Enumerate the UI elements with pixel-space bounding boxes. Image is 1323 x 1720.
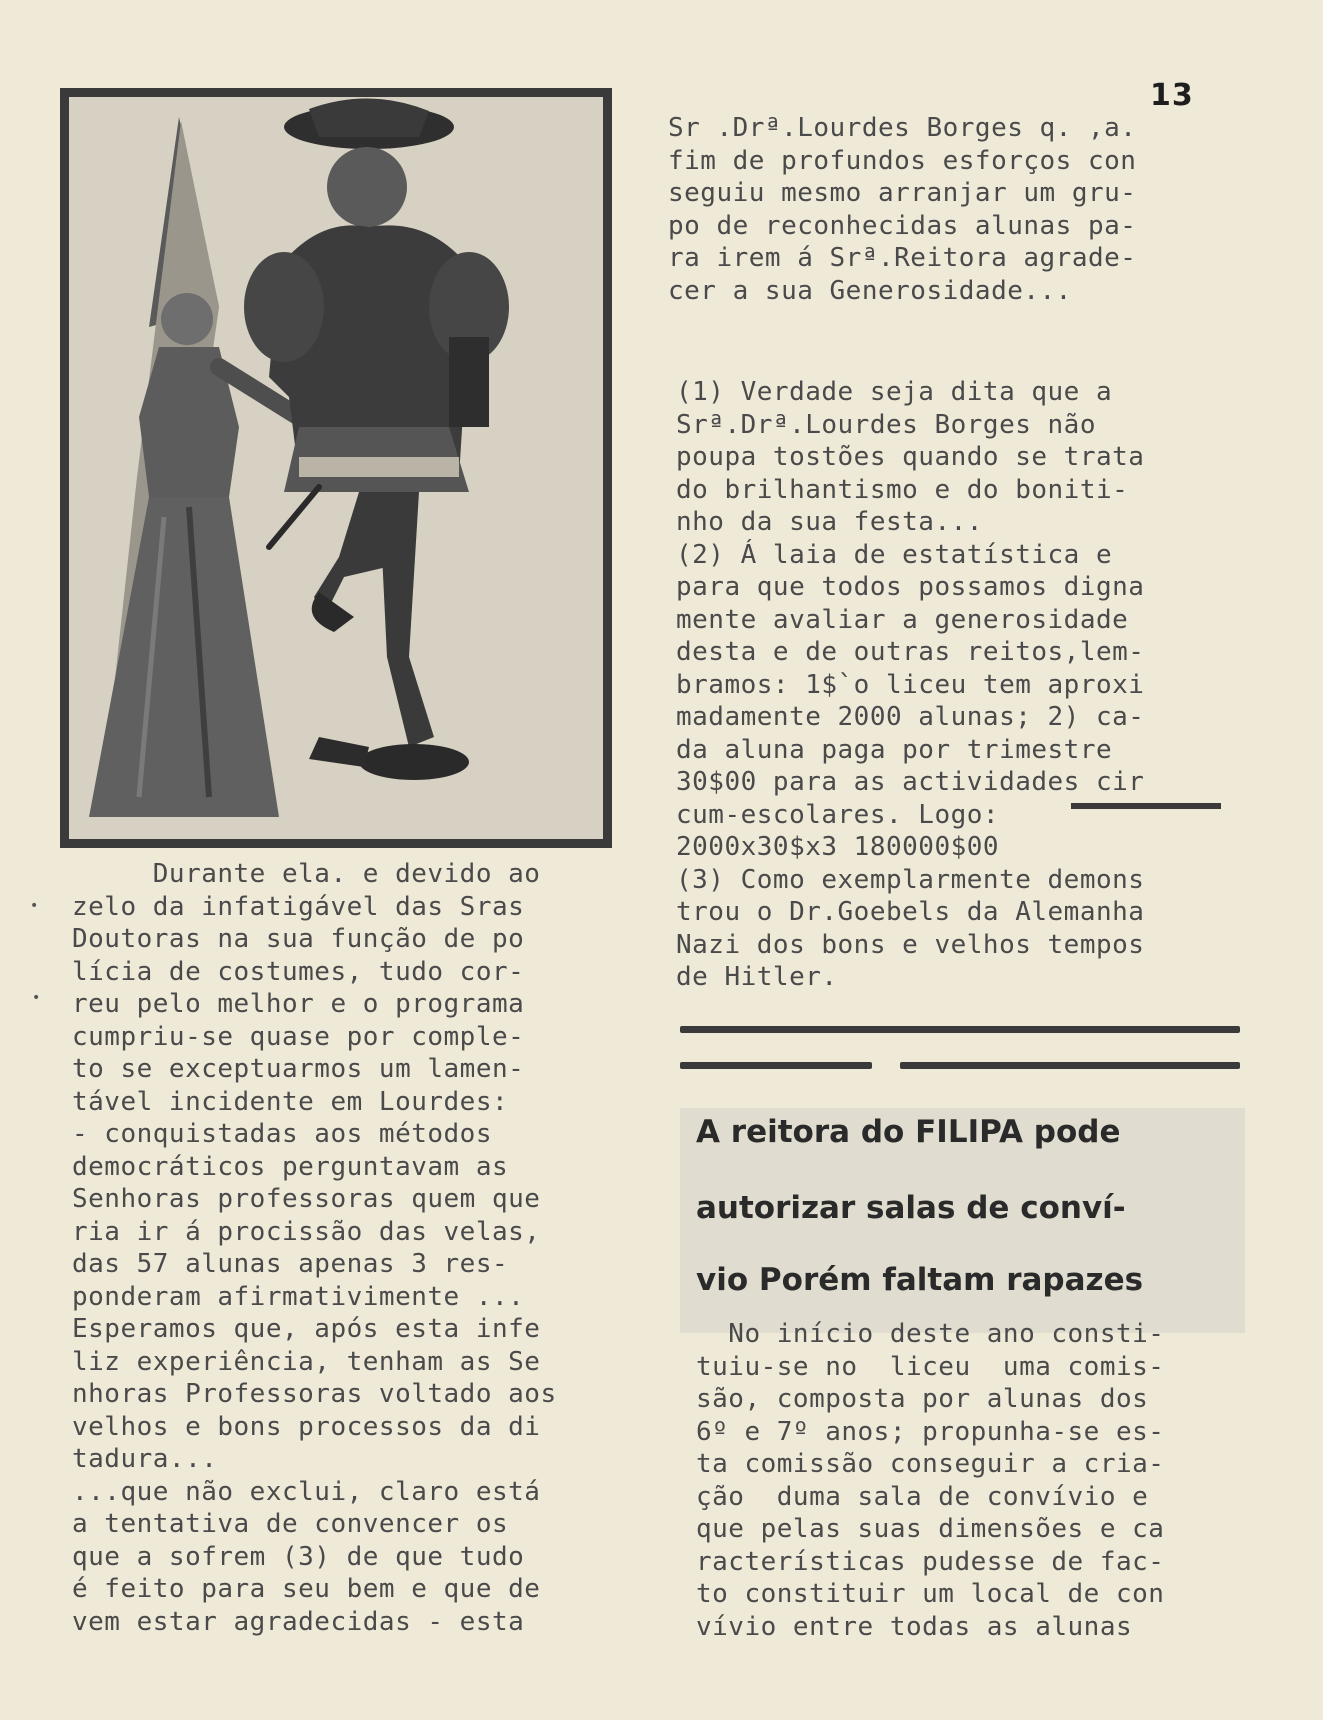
text-line: democráticos perguntavam as bbox=[72, 1151, 509, 1182]
text-line: tuiu-se no liceu uma comis- bbox=[696, 1351, 1165, 1382]
text-line: velhos e bons processos da di bbox=[72, 1411, 541, 1442]
text-line: tadura... bbox=[72, 1444, 218, 1474]
page-number: 13 bbox=[1150, 78, 1194, 113]
footnote-line: Nazi dos bons e velhos tempos bbox=[676, 929, 1145, 960]
text-line: Esperamos que, após esta infe bbox=[72, 1314, 541, 1344]
text-line: a tentativa de convencer os bbox=[72, 1509, 509, 1539]
footnote-line: de Hitler. bbox=[676, 962, 838, 992]
text-line: zelo da infatigável das Sras bbox=[72, 891, 525, 922]
footnote-line: poupa tostões quando se trata bbox=[676, 442, 1145, 472]
footnotes bbox=[676, 376, 1276, 994]
article-headline: vio Porém faltam rapazes bbox=[696, 1262, 1144, 1298]
text-line: seguiu mesmo arranjar um gru- bbox=[668, 178, 1137, 208]
text-line: - conquistadas aos métodos bbox=[72, 1119, 492, 1149]
text-line: ra irem á Srª.Reitora agrade- bbox=[668, 243, 1137, 273]
text-line: reu pelo melhor e o programa bbox=[72, 989, 525, 1019]
section-divider bbox=[900, 1062, 1240, 1069]
footnote-line: Srª.Drª.Lourdes Borges não bbox=[676, 409, 1096, 440]
text-line: das 57 alunas apenas 3 res- bbox=[72, 1249, 509, 1279]
text-line: ...que não exclui, claro está bbox=[72, 1476, 541, 1507]
margin-mark: • bbox=[30, 898, 39, 914]
text-line: to constituir um local de con bbox=[696, 1579, 1165, 1609]
text-line: nhoras Professoras voltado aos bbox=[72, 1379, 557, 1409]
text-line: ponderam afirmativimente ... bbox=[72, 1281, 525, 1312]
margin-mark: • bbox=[32, 990, 41, 1006]
text-line: vem estar agradecidas - esta bbox=[72, 1606, 525, 1637]
couple-drawing bbox=[69, 97, 603, 839]
text-line: to se exceptuarmos um lamen- bbox=[72, 1054, 525, 1084]
text-line: liz experiência, tenham as Se bbox=[72, 1346, 541, 1377]
text-line: ção duma sala de convívio e bbox=[696, 1481, 1149, 1512]
arrow-mark bbox=[1071, 803, 1221, 809]
text-line: tável incidente em Lourdes: bbox=[72, 1086, 509, 1117]
footnote-line: bramos: 1$`o liceu tem aproxi bbox=[676, 669, 1145, 700]
text-line: Doutoras na sua função de po bbox=[72, 924, 525, 954]
article-continuation bbox=[668, 112, 1268, 307]
text-line: ta comissão conseguir a cria- bbox=[696, 1449, 1165, 1479]
section-divider bbox=[680, 1062, 872, 1069]
text-line: Durante ela. e devido ao bbox=[72, 859, 541, 889]
footnote-line bbox=[676, 799, 1276, 832]
footnote-line: mente avaliar a generosidade bbox=[676, 604, 1129, 635]
footnote-line: madamente 2000 alunas; 2) ca- bbox=[676, 702, 1145, 732]
footnote-line: (1) Verdade seja dita que a bbox=[676, 377, 1113, 407]
text-line: cumpriu-se quase por comple- bbox=[72, 1021, 525, 1052]
text-line: po de reconhecidas alunas pa- bbox=[668, 210, 1137, 241]
footnote-line: (2) Á laia de estatística e bbox=[676, 539, 1113, 570]
text-line: que a sofrem (3) de que tudo bbox=[72, 1541, 525, 1572]
footnote-line: da aluna paga por trimestre bbox=[676, 734, 1113, 765]
text-line: fim de profundos esforços con bbox=[668, 145, 1137, 176]
footnote-line: 30$00 para as actividades cir bbox=[676, 767, 1145, 797]
text-line: é feito para seu bem e que de bbox=[72, 1574, 541, 1604]
text-line: cer a sua Generosidade... bbox=[668, 275, 1072, 306]
text-line: 6º e 7º anos; propunha-se es- bbox=[696, 1416, 1165, 1447]
footnote-line: nho da sua festa... bbox=[676, 507, 983, 537]
text-line: lícia de costumes, tudo cor- bbox=[72, 956, 525, 987]
article-headline: autorizar salas de conví- bbox=[696, 1190, 1126, 1226]
footnote-line: 2000x30$x3 180000$00 bbox=[676, 832, 1000, 862]
article-headline: A reitora do FILIPA pode bbox=[696, 1114, 1121, 1150]
text-line: são, composta por alunas dos bbox=[696, 1384, 1149, 1414]
text-line: vívio entre todas as alunas bbox=[696, 1611, 1133, 1642]
footnote-line: para que todos possamos digna bbox=[676, 572, 1145, 602]
article-body bbox=[696, 1318, 1276, 1643]
medieval-couple-illustration bbox=[60, 88, 612, 848]
footnote-line: trou o Dr.Goebels da Alemanha bbox=[676, 897, 1145, 927]
left-column-article bbox=[72, 858, 632, 1638]
text-line: Senhoras professoras quem que bbox=[72, 1184, 541, 1214]
footnote-text: cum-escolares. Logo: bbox=[676, 799, 1000, 830]
text-line: que pelas suas dimensões e ca bbox=[696, 1514, 1165, 1544]
text-line: ria ir á procissão das velas, bbox=[72, 1216, 541, 1247]
footnote-line: do brilhantismo e do boniti- bbox=[676, 474, 1129, 505]
section-divider bbox=[680, 1026, 1240, 1033]
text-line: No início deste ano consti- bbox=[696, 1319, 1165, 1349]
footnote-line: desta e de outras reitos,lem- bbox=[676, 637, 1145, 667]
text-line: racterísticas pudesse de fac- bbox=[696, 1546, 1165, 1577]
text-line: Sr .Drª.Lourdes Borges q. ,a. bbox=[668, 113, 1137, 143]
footnote-line: (3) Como exemplarmente demons bbox=[676, 864, 1145, 895]
